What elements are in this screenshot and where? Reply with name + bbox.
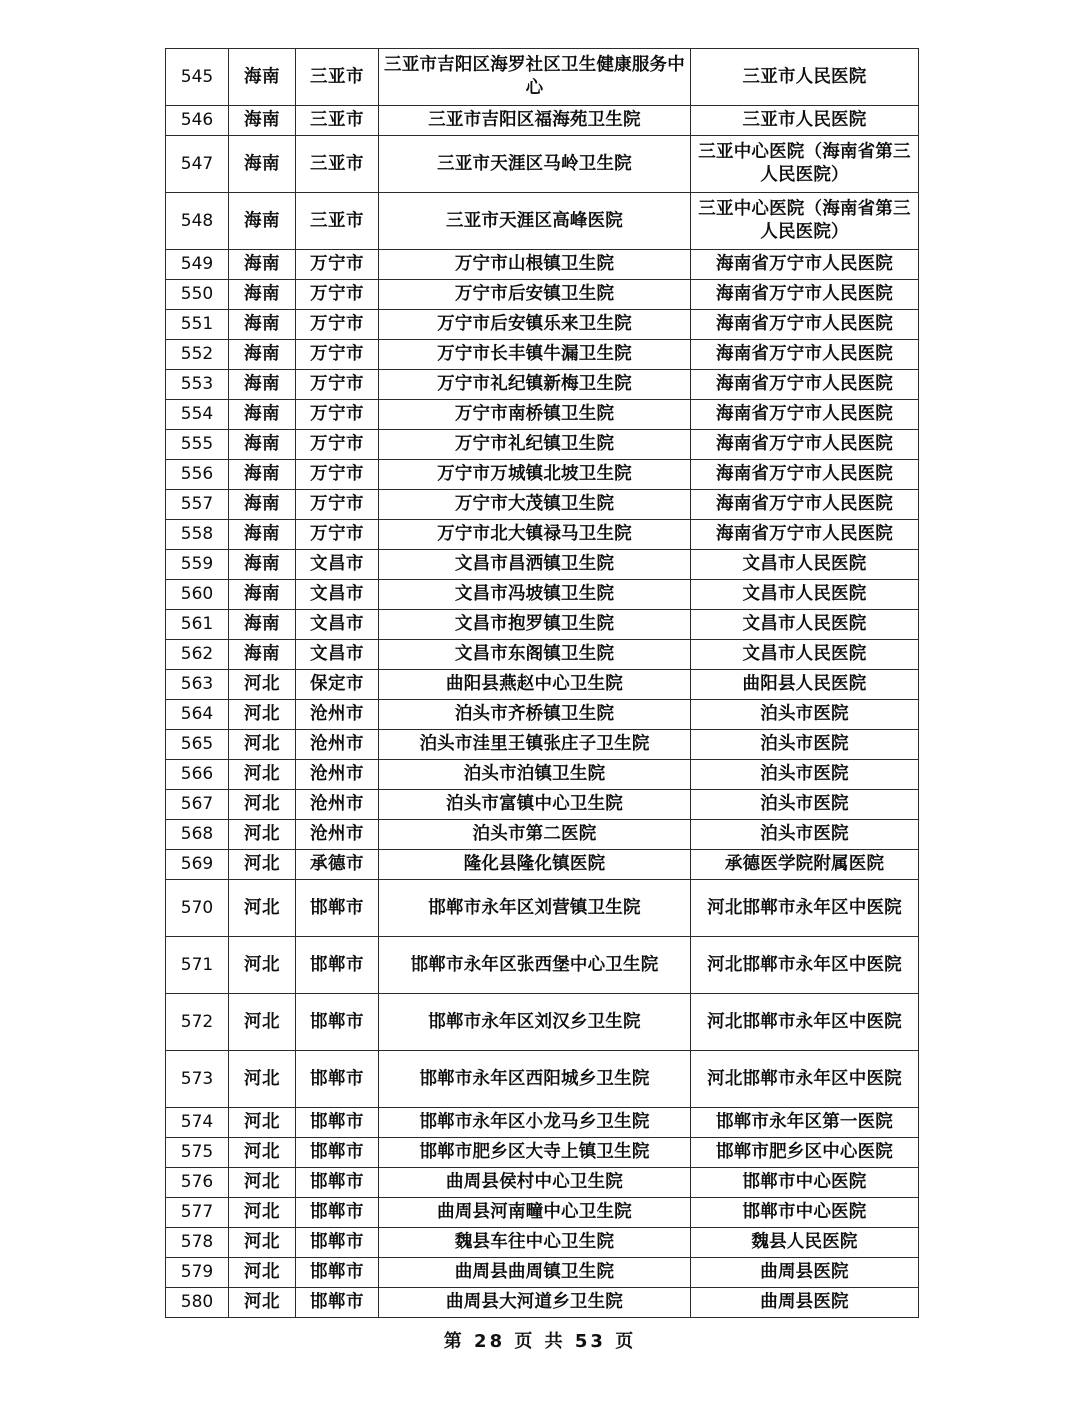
table-row xyxy=(166,880,919,937)
row-index-cell: 550 xyxy=(166,280,229,310)
supporting-hospital-cell: 曲周县医院 xyxy=(691,1258,919,1288)
row-index-cell: 558 xyxy=(166,520,229,550)
row-index-cell: 560 xyxy=(166,580,229,610)
supporting-hospital-cell: 海南省万宁市人民医院 xyxy=(691,490,919,520)
supporting-hospital-cell: 泊头市医院 xyxy=(691,700,919,730)
table-row xyxy=(166,850,919,880)
row-index-cell: 548 xyxy=(166,193,229,250)
city-cell: 沧州市 xyxy=(296,700,379,730)
supporting-hospital-cell: 三亚市人民医院 xyxy=(691,106,919,136)
province-cell: 河北 xyxy=(229,760,296,790)
table-row xyxy=(166,136,919,193)
row-index-cell: 573 xyxy=(166,1051,229,1108)
institution-name-cell: 万宁市山根镇卫生院 xyxy=(379,250,691,280)
supporting-hospital-cell: 海南省万宁市人民医院 xyxy=(691,520,919,550)
table-row xyxy=(166,370,919,400)
city-cell: 邯郸市 xyxy=(296,1108,379,1138)
supporting-hospital-cell: 三亚市人民医院 xyxy=(691,49,919,106)
city-cell: 万宁市 xyxy=(296,520,379,550)
row-index-cell: 554 xyxy=(166,400,229,430)
table-row xyxy=(166,1288,919,1318)
row-index-cell: 557 xyxy=(166,490,229,520)
province-cell: 海南 xyxy=(229,280,296,310)
province-cell: 海南 xyxy=(229,610,296,640)
institution-name-cell: 魏县车往中心卫生院 xyxy=(379,1228,691,1258)
supporting-hospital-cell: 海南省万宁市人民医院 xyxy=(691,400,919,430)
row-index-cell: 546 xyxy=(166,106,229,136)
supporting-hospital-cell: 邯郸市中心医院 xyxy=(691,1168,919,1198)
institution-name-cell: 万宁市后安镇卫生院 xyxy=(379,280,691,310)
row-index-cell: 577 xyxy=(166,1198,229,1228)
province-cell: 海南 xyxy=(229,640,296,670)
table-row xyxy=(166,760,919,790)
province-cell: 海南 xyxy=(229,370,296,400)
supporting-hospital-cell: 曲周县医院 xyxy=(691,1288,919,1318)
table-row xyxy=(166,193,919,250)
table-row xyxy=(166,430,919,460)
supporting-hospital-cell: 文昌市人民医院 xyxy=(691,550,919,580)
row-index-cell: 545 xyxy=(166,49,229,106)
row-index-cell: 547 xyxy=(166,136,229,193)
province-cell: 河北 xyxy=(229,1258,296,1288)
row-index-cell: 574 xyxy=(166,1108,229,1138)
province-cell: 海南 xyxy=(229,106,296,136)
institution-name-cell: 万宁市北大镇禄马卫生院 xyxy=(379,520,691,550)
row-index-cell: 566 xyxy=(166,760,229,790)
city-cell: 沧州市 xyxy=(296,820,379,850)
province-cell: 河北 xyxy=(229,850,296,880)
row-index-cell: 571 xyxy=(166,937,229,994)
row-index-cell: 556 xyxy=(166,460,229,490)
supporting-hospital-cell: 河北邯郸市永年区中医院 xyxy=(691,880,919,937)
province-cell: 河北 xyxy=(229,790,296,820)
institution-name-cell: 邯郸市肥乡区大寺上镇卫生院 xyxy=(379,1138,691,1168)
institution-name-cell: 三亚市吉阳区海罗社区卫生健康服务中心 xyxy=(379,49,691,106)
province-cell: 河北 xyxy=(229,820,296,850)
institution-name-cell: 曲周县河南疃中心卫生院 xyxy=(379,1198,691,1228)
city-cell: 万宁市 xyxy=(296,400,379,430)
institution-name-cell: 泊头市齐桥镇卫生院 xyxy=(379,700,691,730)
table-row xyxy=(166,730,919,760)
table-row xyxy=(166,280,919,310)
province-cell: 河北 xyxy=(229,1288,296,1318)
province-cell: 河北 xyxy=(229,937,296,994)
supporting-hospital-cell: 海南省万宁市人民医院 xyxy=(691,310,919,340)
row-index-cell: 568 xyxy=(166,820,229,850)
city-cell: 万宁市 xyxy=(296,250,379,280)
medical-institution-registry-table xyxy=(165,48,919,1318)
row-index-cell: 555 xyxy=(166,430,229,460)
table-row xyxy=(166,520,919,550)
province-cell: 河北 xyxy=(229,700,296,730)
page-footer: 第 28 页 共 53 页 xyxy=(443,1331,637,1352)
province-cell: 海南 xyxy=(229,340,296,370)
institution-name-cell: 邯郸市永年区刘汉乡卫生院 xyxy=(379,994,691,1051)
city-cell: 邯郸市 xyxy=(296,937,379,994)
supporting-hospital-cell: 海南省万宁市人民医院 xyxy=(691,430,919,460)
table-body xyxy=(166,49,919,1318)
row-index-cell: 578 xyxy=(166,1228,229,1258)
row-index-cell: 569 xyxy=(166,850,229,880)
institution-name-cell: 泊头市第二医院 xyxy=(379,820,691,850)
institution-name-cell: 文昌市东阁镇卫生院 xyxy=(379,640,691,670)
institution-name-cell: 曲周县侯村中心卫生院 xyxy=(379,1168,691,1198)
province-cell: 海南 xyxy=(229,490,296,520)
institution-name-cell: 泊头市泊镇卫生院 xyxy=(379,760,691,790)
city-cell: 邯郸市 xyxy=(296,1258,379,1288)
table-row xyxy=(166,1168,919,1198)
city-cell: 文昌市 xyxy=(296,640,379,670)
city-cell: 邯郸市 xyxy=(296,1288,379,1318)
city-cell: 万宁市 xyxy=(296,430,379,460)
table-row xyxy=(166,994,919,1051)
row-index-cell: 561 xyxy=(166,610,229,640)
table-row xyxy=(166,250,919,280)
institution-name-cell: 曲周县大河道乡卫生院 xyxy=(379,1288,691,1318)
supporting-hospital-cell: 邯郸市肥乡区中心医院 xyxy=(691,1138,919,1168)
institution-name-cell: 邯郸市永年区张西堡中心卫生院 xyxy=(379,937,691,994)
institution-name-cell: 邯郸市永年区西阳城乡卫生院 xyxy=(379,1051,691,1108)
table-row xyxy=(166,49,919,106)
city-cell: 邯郸市 xyxy=(296,1168,379,1198)
institution-name-cell: 万宁市南桥镇卫生院 xyxy=(379,400,691,430)
city-cell: 三亚市 xyxy=(296,49,379,106)
row-index-cell: 559 xyxy=(166,550,229,580)
supporting-hospital-cell: 泊头市医院 xyxy=(691,790,919,820)
institution-name-cell: 文昌市冯坡镇卫生院 xyxy=(379,580,691,610)
province-cell: 河北 xyxy=(229,1138,296,1168)
institution-name-cell: 三亚市天涯区马岭卫生院 xyxy=(379,136,691,193)
city-cell: 保定市 xyxy=(296,670,379,700)
row-index-cell: 552 xyxy=(166,340,229,370)
supporting-hospital-cell: 河北邯郸市永年区中医院 xyxy=(691,1051,919,1108)
row-index-cell: 570 xyxy=(166,880,229,937)
institution-name-cell: 三亚市吉阳区福海苑卫生院 xyxy=(379,106,691,136)
city-cell: 沧州市 xyxy=(296,760,379,790)
supporting-hospital-cell: 海南省万宁市人民医院 xyxy=(691,460,919,490)
province-cell: 河北 xyxy=(229,670,296,700)
table-row xyxy=(166,937,919,994)
institution-name-cell: 万宁市礼纪镇新梅卫生院 xyxy=(379,370,691,400)
city-cell: 万宁市 xyxy=(296,310,379,340)
city-cell: 沧州市 xyxy=(296,730,379,760)
table-row xyxy=(166,1228,919,1258)
supporting-hospital-cell: 三亚中心医院（海南省第三人民医院） xyxy=(691,136,919,193)
supporting-hospital-cell: 河北邯郸市永年区中医院 xyxy=(691,937,919,994)
city-cell: 承德市 xyxy=(296,850,379,880)
city-cell: 文昌市 xyxy=(296,610,379,640)
row-index-cell: 553 xyxy=(166,370,229,400)
city-cell: 万宁市 xyxy=(296,340,379,370)
supporting-hospital-cell: 邯郸市永年区第一医院 xyxy=(691,1108,919,1138)
table-row xyxy=(166,1198,919,1228)
city-cell: 万宁市 xyxy=(296,370,379,400)
table-row xyxy=(166,610,919,640)
table-row xyxy=(166,1138,919,1168)
institution-name-cell: 万宁市万城镇北坡卫生院 xyxy=(379,460,691,490)
city-cell: 文昌市 xyxy=(296,550,379,580)
province-cell: 河北 xyxy=(229,880,296,937)
table-row xyxy=(166,580,919,610)
row-index-cell: 580 xyxy=(166,1288,229,1318)
supporting-hospital-cell: 文昌市人民医院 xyxy=(691,580,919,610)
table-row xyxy=(166,1258,919,1288)
province-cell: 海南 xyxy=(229,136,296,193)
table-row xyxy=(166,790,919,820)
institution-name-cell: 三亚市天涯区高峰医院 xyxy=(379,193,691,250)
table-row xyxy=(166,460,919,490)
city-cell: 沧州市 xyxy=(296,790,379,820)
institution-name-cell: 泊头市洼里王镇张庄子卫生院 xyxy=(379,730,691,760)
table-row xyxy=(166,1051,919,1108)
supporting-hospital-cell: 河北邯郸市永年区中医院 xyxy=(691,994,919,1051)
row-index-cell: 576 xyxy=(166,1168,229,1198)
row-index-cell: 563 xyxy=(166,670,229,700)
city-cell: 邯郸市 xyxy=(296,880,379,937)
province-cell: 河北 xyxy=(229,1198,296,1228)
institution-name-cell: 曲阳县燕赵中心卫生院 xyxy=(379,670,691,700)
supporting-hospital-cell: 海南省万宁市人民医院 xyxy=(691,370,919,400)
row-index-cell: 564 xyxy=(166,700,229,730)
row-index-cell: 562 xyxy=(166,640,229,670)
city-cell: 万宁市 xyxy=(296,280,379,310)
institution-name-cell: 曲周县曲周镇卫生院 xyxy=(379,1258,691,1288)
province-cell: 海南 xyxy=(229,400,296,430)
province-cell: 海南 xyxy=(229,580,296,610)
institution-name-cell: 万宁市长丰镇牛漏卫生院 xyxy=(379,340,691,370)
province-cell: 海南 xyxy=(229,430,296,460)
institution-name-cell: 隆化县隆化镇医院 xyxy=(379,850,691,880)
province-cell: 河北 xyxy=(229,730,296,760)
table-row xyxy=(166,340,919,370)
supporting-hospital-cell: 文昌市人民医院 xyxy=(691,610,919,640)
table-row xyxy=(166,820,919,850)
city-cell: 邯郸市 xyxy=(296,994,379,1051)
institution-name-cell: 泊头市富镇中心卫生院 xyxy=(379,790,691,820)
province-cell: 河北 xyxy=(229,1108,296,1138)
province-cell: 河北 xyxy=(229,1228,296,1258)
row-index-cell: 575 xyxy=(166,1138,229,1168)
city-cell: 文昌市 xyxy=(296,580,379,610)
city-cell: 邯郸市 xyxy=(296,1198,379,1228)
province-cell: 海南 xyxy=(229,250,296,280)
supporting-hospital-cell: 海南省万宁市人民医院 xyxy=(691,250,919,280)
institution-name-cell: 邯郸市永年区刘营镇卫生院 xyxy=(379,880,691,937)
city-cell: 万宁市 xyxy=(296,460,379,490)
city-cell: 三亚市 xyxy=(296,136,379,193)
supporting-hospital-cell: 泊头市医院 xyxy=(691,760,919,790)
table-row xyxy=(166,700,919,730)
institution-name-cell: 文昌市昌洒镇卫生院 xyxy=(379,550,691,580)
institution-name-cell: 万宁市礼纪镇卫生院 xyxy=(379,430,691,460)
province-cell: 海南 xyxy=(229,310,296,340)
row-index-cell: 565 xyxy=(166,730,229,760)
table-row xyxy=(166,310,919,340)
province-cell: 河北 xyxy=(229,1051,296,1108)
province-cell: 海南 xyxy=(229,49,296,106)
supporting-hospital-cell: 文昌市人民医院 xyxy=(691,640,919,670)
row-index-cell: 549 xyxy=(166,250,229,280)
row-index-cell: 572 xyxy=(166,994,229,1051)
supporting-hospital-cell: 承德医学院附属医院 xyxy=(691,850,919,880)
table-row xyxy=(166,640,919,670)
table-row xyxy=(166,550,919,580)
province-cell: 河北 xyxy=(229,994,296,1051)
supporting-hospital-cell: 魏县人民医院 xyxy=(691,1228,919,1258)
table-row xyxy=(166,106,919,136)
province-cell: 海南 xyxy=(229,520,296,550)
supporting-hospital-cell: 泊头市医院 xyxy=(691,730,919,760)
institution-name-cell: 万宁市后安镇乐来卫生院 xyxy=(379,310,691,340)
supporting-hospital-cell: 曲阳县人民医院 xyxy=(691,670,919,700)
institution-name-cell: 文昌市抱罗镇卫生院 xyxy=(379,610,691,640)
institution-name-cell: 万宁市大茂镇卫生院 xyxy=(379,490,691,520)
table-row xyxy=(166,1108,919,1138)
province-cell: 河北 xyxy=(229,1168,296,1198)
city-cell: 邯郸市 xyxy=(296,1051,379,1108)
table-row xyxy=(166,400,919,430)
institution-name-cell: 邯郸市永年区小龙马乡卫生院 xyxy=(379,1108,691,1138)
row-index-cell: 551 xyxy=(166,310,229,340)
table-row xyxy=(166,490,919,520)
row-index-cell: 567 xyxy=(166,790,229,820)
city-cell: 三亚市 xyxy=(296,193,379,250)
province-cell: 海南 xyxy=(229,460,296,490)
supporting-hospital-cell: 海南省万宁市人民医院 xyxy=(691,280,919,310)
city-cell: 万宁市 xyxy=(296,490,379,520)
province-cell: 海南 xyxy=(229,550,296,580)
supporting-hospital-cell: 邯郸市中心医院 xyxy=(691,1198,919,1228)
supporting-hospital-cell: 泊头市医院 xyxy=(691,820,919,850)
city-cell: 三亚市 xyxy=(296,106,379,136)
province-cell: 海南 xyxy=(229,193,296,250)
city-cell: 邯郸市 xyxy=(296,1138,379,1168)
city-cell: 邯郸市 xyxy=(296,1228,379,1258)
supporting-hospital-cell: 三亚中心医院（海南省第三人民医院） xyxy=(691,193,919,250)
table-row xyxy=(166,670,919,700)
supporting-hospital-cell: 海南省万宁市人民医院 xyxy=(691,340,919,370)
row-index-cell: 579 xyxy=(166,1258,229,1288)
